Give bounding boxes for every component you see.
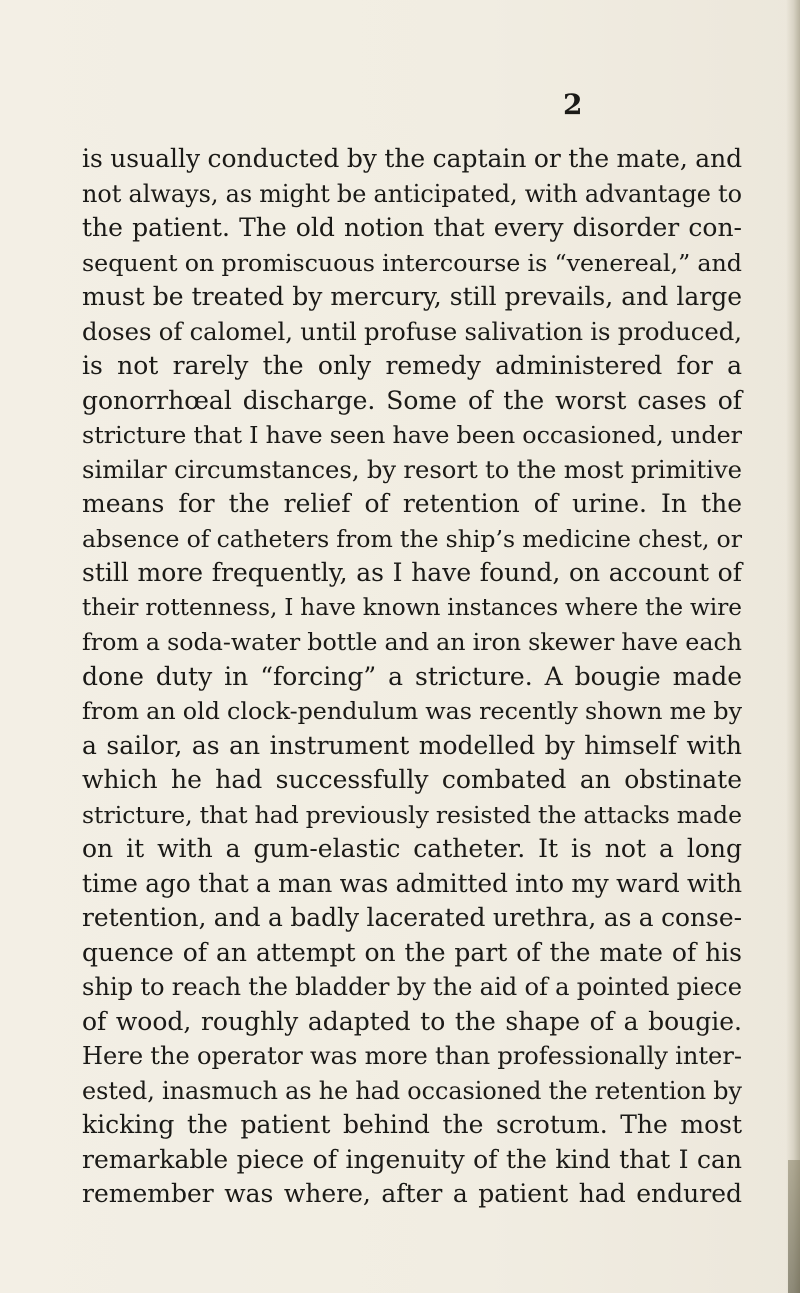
text-line: of wood, roughly adapted to the shape of a bougie. bbox=[82, 1006, 742, 1036]
text-line: is not rarely the only remedy administered for a bbox=[82, 351, 742, 380]
text-line: sequent on promiscuous intercourse is “venereal,” and bbox=[82, 248, 742, 277]
body-text bbox=[82, 142, 742, 1212]
text-line: from a soda-water bottle and an iron skewer have each bbox=[82, 628, 742, 656]
text-line: doses of calomel, until profuse salivation is produced, bbox=[82, 316, 742, 346]
text-line: from an old clock-pendulum was recently shown me by bbox=[82, 697, 742, 725]
text-line: remember was where, after a patient had endured bbox=[82, 1179, 742, 1208]
text-line: their rottenness, I have known instances where the wire bbox=[82, 593, 742, 621]
text-line: the patient. The old notion that every disorder con- bbox=[82, 213, 742, 242]
page-number: 2 bbox=[563, 88, 583, 121]
text-line: absence of catheters from the ship’s medicine chest, or bbox=[82, 524, 742, 553]
text-line: a sailor, as an instrument modelled by himself with bbox=[82, 730, 742, 760]
text-line: still more frequently, as I have found, on account of bbox=[82, 558, 742, 587]
text-line: stricture that I have seen have been occasioned, under bbox=[82, 421, 742, 449]
page-edge-dark-mark bbox=[788, 1160, 800, 1293]
text-line: kicking the patient behind the scrotum. The most bbox=[82, 1110, 742, 1139]
text-line: ship to reach the bladder by the aid of a pointed piece bbox=[82, 973, 742, 1001]
text-line: retention, and a badly lacerated urethra, as a conse- bbox=[82, 903, 742, 932]
text-line: gonorrhœal discharge. Some of the worst cases of bbox=[82, 385, 742, 415]
text-line: quence of an attempt on the part of the mate of his bbox=[82, 937, 742, 967]
text-line: which he had successfully combated an obstinate bbox=[82, 765, 742, 794]
text-line: means for the relief of retention of urine. In the bbox=[82, 489, 742, 518]
text-line: on it with a gum-elastic catheter. It is not a long bbox=[82, 834, 742, 863]
text-line: remarkable piece of ingenuity of the kind that I can bbox=[82, 1144, 742, 1174]
text-line: done duty in “forcing” a stricture. A bougie made bbox=[82, 661, 742, 691]
text-line: Here the operator was more than professionally inter- bbox=[82, 1042, 742, 1070]
text-line: must be treated by mercury, still prevails, and large bbox=[82, 282, 742, 311]
page-edge-shadow bbox=[786, 0, 800, 1293]
text-line: similar circumstances, by resort to the most primitive bbox=[82, 454, 742, 484]
text-line: time ago that a man was admitted into my ward with bbox=[82, 868, 743, 898]
text-line: ested, inasmuch as he had occasioned the retention by bbox=[82, 1076, 742, 1105]
text-line: not always, as might be anticipated, with advantage to bbox=[82, 179, 743, 208]
text-line: is usually conducted by the captain or the mate, and bbox=[82, 144, 743, 173]
text-line: stricture, that had previously resisted the attacks made bbox=[82, 800, 742, 829]
